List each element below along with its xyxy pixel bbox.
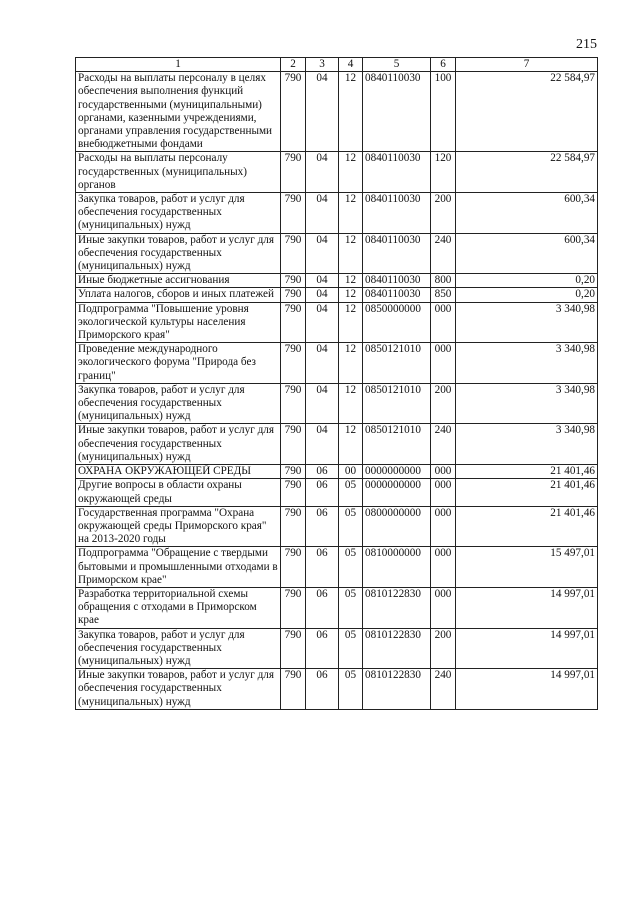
row-target-article: 0840110030 [363,274,431,288]
row-name: ОХРАНА ОКРУЖАЮЩЕЙ СРЕДЫ [76,465,281,479]
row-subsection-code: 12 [339,193,363,234]
row-subsection-code: 05 [339,506,363,547]
row-subsection-code: 12 [339,343,363,384]
row-section-code: 06 [306,669,339,710]
row-amount: 21 401,46 [456,465,598,479]
table-row [76,479,598,506]
row-subsection-code: 05 [339,479,363,506]
row-amount: 0,20 [456,288,598,302]
row-section-code: 06 [306,465,339,479]
row-grbs-code: 790 [281,383,306,424]
row-expense-type: 000 [431,343,456,384]
row-amount: 3 340,98 [456,383,598,424]
row-section-code: 06 [306,479,339,506]
row-grbs-code: 790 [281,343,306,384]
row-target-article: 0850000000 [363,302,431,343]
row-amount: 22 584,97 [456,152,598,193]
row-amount: 600,34 [456,233,598,274]
row-grbs-code: 790 [281,193,306,234]
row-section-code: 04 [306,383,339,424]
row-subsection-code: 12 [339,288,363,302]
table-row [76,383,598,424]
row-subsection-code: 12 [339,274,363,288]
table-row [76,274,598,288]
row-target-article: 0000000000 [363,479,431,506]
row-name: Уплата налогов, сборов и иных платежей [76,288,281,302]
row-subsection-code: 00 [339,465,363,479]
row-amount: 22 584,97 [456,72,598,152]
row-grbs-code: 790 [281,547,306,588]
table-row [76,506,598,547]
row-name: Проведение международного экологического форума "Природа без границ" [76,343,281,384]
row-name: Закупка товаров, работ и услуг для обеспечения государственных (муниципальных) нужд [76,193,281,234]
row-target-article: 0850121010 [363,424,431,465]
row-expense-type: 240 [431,233,456,274]
row-target-article: 0850121010 [363,343,431,384]
row-expense-type: 000 [431,506,456,547]
row-grbs-code: 790 [281,424,306,465]
row-subsection-code: 12 [339,383,363,424]
row-grbs-code: 790 [281,152,306,193]
table-row [76,343,598,384]
row-section-code: 06 [306,587,339,628]
row-target-article: 0810122830 [363,587,431,628]
row-amount: 14 997,01 [456,669,598,710]
row-section-code: 04 [306,274,339,288]
row-amount: 600,34 [456,193,598,234]
table-row [76,465,598,479]
row-section-code: 06 [306,506,339,547]
row-expense-type: 000 [431,302,456,343]
page-number: 215 [576,37,597,52]
row-target-article: 0850121010 [363,383,431,424]
row-amount: 3 340,98 [456,343,598,384]
row-section-code: 06 [306,628,339,669]
row-grbs-code: 790 [281,587,306,628]
header-col-3: 3 [306,58,339,72]
row-grbs-code: 790 [281,233,306,274]
row-section-code: 04 [306,72,339,152]
row-grbs-code: 790 [281,506,306,547]
row-grbs-code: 790 [281,72,306,152]
row-subsection-code: 12 [339,152,363,193]
row-section-code: 04 [306,233,339,274]
row-subsection-code: 05 [339,587,363,628]
row-grbs-code: 790 [281,302,306,343]
row-expense-type: 240 [431,424,456,465]
row-subsection-code: 05 [339,628,363,669]
table-row [76,233,598,274]
row-section-code: 04 [306,343,339,384]
row-amount: 14 997,01 [456,587,598,628]
row-expense-type: 120 [431,152,456,193]
row-amount: 21 401,46 [456,479,598,506]
row-expense-type: 800 [431,274,456,288]
row-name: Разработка территориальной схемы обращения с отходами в Приморском крае [76,587,281,628]
row-expense-type: 200 [431,383,456,424]
row-subsection-code: 12 [339,233,363,274]
row-target-article: 0810122830 [363,669,431,710]
row-amount: 15 497,01 [456,547,598,588]
row-section-code: 06 [306,547,339,588]
table-row [76,628,598,669]
row-target-article: 0800000000 [363,506,431,547]
row-grbs-code: 790 [281,274,306,288]
row-target-article: 0840110030 [363,288,431,302]
row-section-code: 04 [306,424,339,465]
row-grbs-code: 790 [281,669,306,710]
table-row [76,587,598,628]
row-subsection-code: 05 [339,547,363,588]
row-section-code: 04 [306,302,339,343]
row-amount: 14 997,01 [456,628,598,669]
row-expense-type: 200 [431,628,456,669]
table-row [76,152,598,193]
row-grbs-code: 790 [281,628,306,669]
header-col-1: 1 [76,58,281,72]
header-row [76,58,598,72]
row-expense-type: 850 [431,288,456,302]
row-grbs-code: 790 [281,288,306,302]
row-section-code: 04 [306,288,339,302]
table-row [76,302,598,343]
row-section-code: 04 [306,193,339,234]
row-expense-type: 000 [431,479,456,506]
row-name: Закупка товаров, работ и услуг для обеспечения государственных (муниципальных) нужд [76,628,281,669]
row-name: Расходы на выплаты персоналу в целях обеспечения выполнения функций государственными (муниципальными) органами, казенными учреждениями, органами управления государственными внебюджетными фондами [76,72,281,152]
row-name: Иные закупки товаров, работ и услуг для обеспечения государственных (муниципальных) нужд [76,424,281,465]
table-row [76,424,598,465]
row-expense-type: 200 [431,193,456,234]
header-col-4: 4 [339,58,363,72]
row-amount: 3 340,98 [456,302,598,343]
row-amount: 3 340,98 [456,424,598,465]
row-name: Иные бюджетные ассигнования [76,274,281,288]
row-target-article: 0810122830 [363,628,431,669]
row-name: Иные закупки товаров, работ и услуг для обеспечения государственных (муниципальных) нужд [76,669,281,710]
row-expense-type: 000 [431,547,456,588]
row-subsection-code: 12 [339,72,363,152]
table-row [76,547,598,588]
row-expense-type: 000 [431,587,456,628]
row-name: Государственная программа "Охрана окружающей среды Приморского края" на 2013-2020 годы [76,506,281,547]
row-section-code: 04 [306,152,339,193]
row-name: Иные закупки товаров, работ и услуг для обеспечения государственных (муниципальных) нужд [76,233,281,274]
row-target-article: 0840110030 [363,233,431,274]
row-subsection-code: 12 [339,424,363,465]
budget-table [75,57,598,710]
table-row [76,72,598,152]
header-col-5: 5 [363,58,431,72]
row-expense-type: 000 [431,465,456,479]
row-expense-type: 100 [431,72,456,152]
row-name: Другие вопросы в области охраны окружающей среды [76,479,281,506]
table-row [76,669,598,710]
table-row [76,288,598,302]
row-name: Расходы на выплаты персоналу государственных (муниципальных) органов [76,152,281,193]
row-subsection-code: 12 [339,302,363,343]
row-target-article: 0840110030 [363,72,431,152]
row-name: Подпрограмма "Обращение с твердыми бытовыми и промышленными отходами в Приморском крае" [76,547,281,588]
row-grbs-code: 790 [281,465,306,479]
row-target-article: 0810000000 [363,547,431,588]
row-expense-type: 240 [431,669,456,710]
header-col-7: 7 [456,58,598,72]
row-grbs-code: 790 [281,479,306,506]
row-amount: 21 401,46 [456,506,598,547]
row-name: Закупка товаров, работ и услуг для обеспечения государственных (муниципальных) нужд [76,383,281,424]
row-target-article: 0000000000 [363,465,431,479]
table-row [76,193,598,234]
row-target-article: 0840110030 [363,193,431,234]
row-name: Подпрограмма "Повышение уровня экологической культуры населения Приморского края" [76,302,281,343]
row-target-article: 0840110030 [363,152,431,193]
row-amount: 0,20 [456,274,598,288]
row-subsection-code: 05 [339,669,363,710]
header-col-2: 2 [281,58,306,72]
header-col-6: 6 [431,58,456,72]
